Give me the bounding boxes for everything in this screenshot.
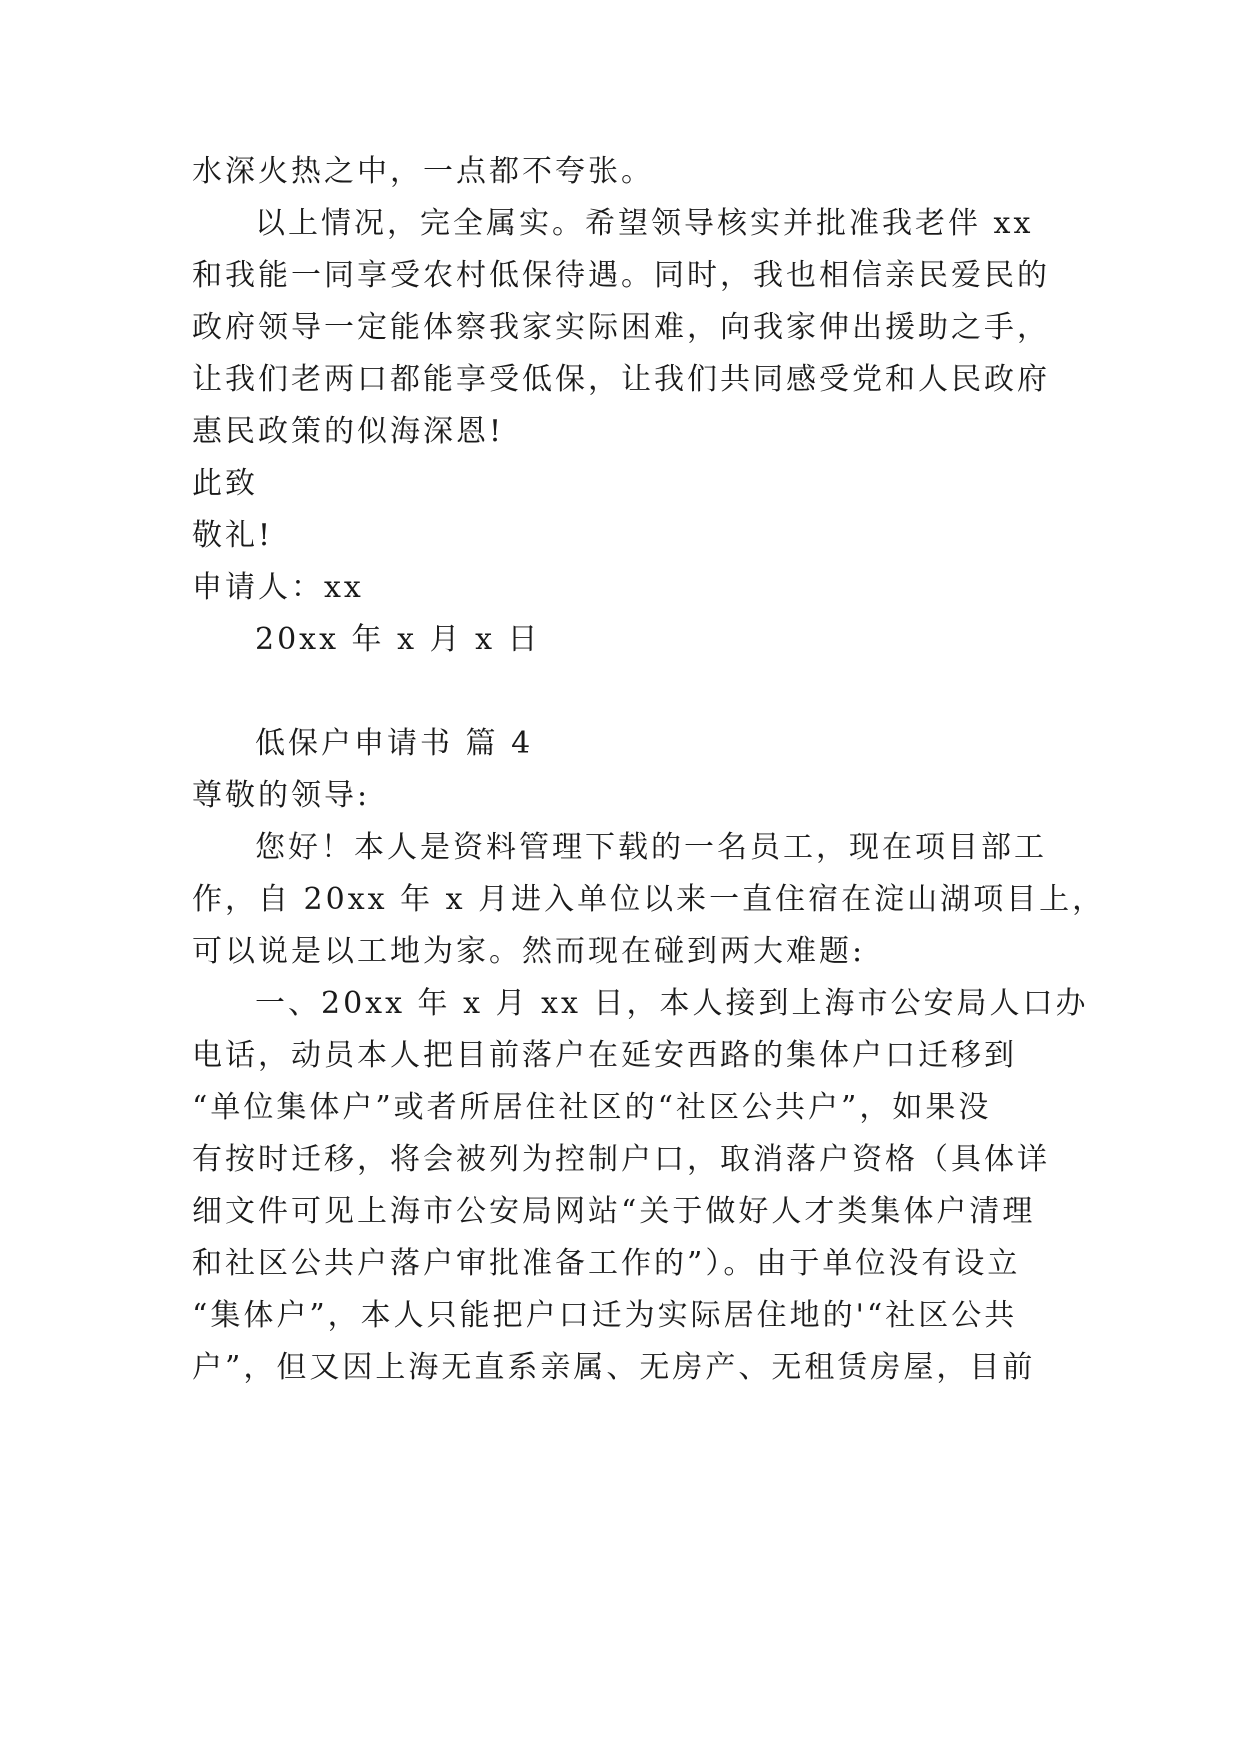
paragraph-line: 您好！本人是资料管理下载的一名员工，现在项目部工 <box>255 830 1047 865</box>
paragraph-line: 让我们老两口都能享受低保，让我们共同感受党和人民政府 <box>192 362 1050 397</box>
paragraph-line: 和社区公共户落户审批准备工作的”）。由于单位没有设立 <box>192 1246 1021 1281</box>
paragraph-line: 和我能一同享受农村低保待遇。同时，我也相信亲民爱民的 <box>192 258 1050 293</box>
paragraph-line: “集体户”，本人只能把户口迁为实际居住地的'“社区公共 <box>192 1298 1018 1333</box>
date-line: 20xx 年 x 月 x 日 <box>255 622 541 657</box>
paragraph-line: 有按时迁移，将会被列为控制户口，取消落户资格（具体详 <box>192 1142 1050 1177</box>
paragraph-line: “单位集体户”或者所居住社区的“社区公共户”，如果没 <box>192 1090 992 1125</box>
text-line: 水深火热之中，一点都不夸张。 <box>192 154 654 189</box>
paragraph-line: 可以说是以工地为家。然而现在碰到两大难题: <box>192 934 866 969</box>
closing-salute: 敬礼! <box>192 518 274 553</box>
paragraph-line: 政府领导一定能体察我家实际困难，向我家伸出援助之手， <box>192 310 1050 345</box>
applicant-signature: 申请人：xx <box>192 570 364 605</box>
paragraph-line: 惠民政策的似海深恩! <box>192 414 505 449</box>
closing-greeting: 此致 <box>192 466 258 501</box>
paragraph-line: 一、20xx 年 x 月 xx 日，本人接到上海市公安局人口办 <box>255 986 1089 1021</box>
paragraph-line: 以上情况，完全属实。希望领导核实并批准我老伴 xx <box>255 206 1034 241</box>
paragraph-line: 电话，动员本人把目前落户在延安西路的集体户口迁移到 <box>192 1038 1017 1073</box>
section-heading: 低保户申请书 篇 4 <box>255 726 534 761</box>
paragraph-line: 作，自 20xx 年 x 月进入单位以来一直住宿在淀山湖项目上， <box>192 882 1106 917</box>
paragraph-line: 户”，但又因上海无直系亲属、无房产、无租赁房屋，目前 <box>192 1350 1036 1385</box>
paragraph-line: 细文件可见上海市公安局网站“关于做好人才类集体户清理 <box>192 1194 1036 1229</box>
salutation: 尊敬的领导: <box>192 778 371 813</box>
